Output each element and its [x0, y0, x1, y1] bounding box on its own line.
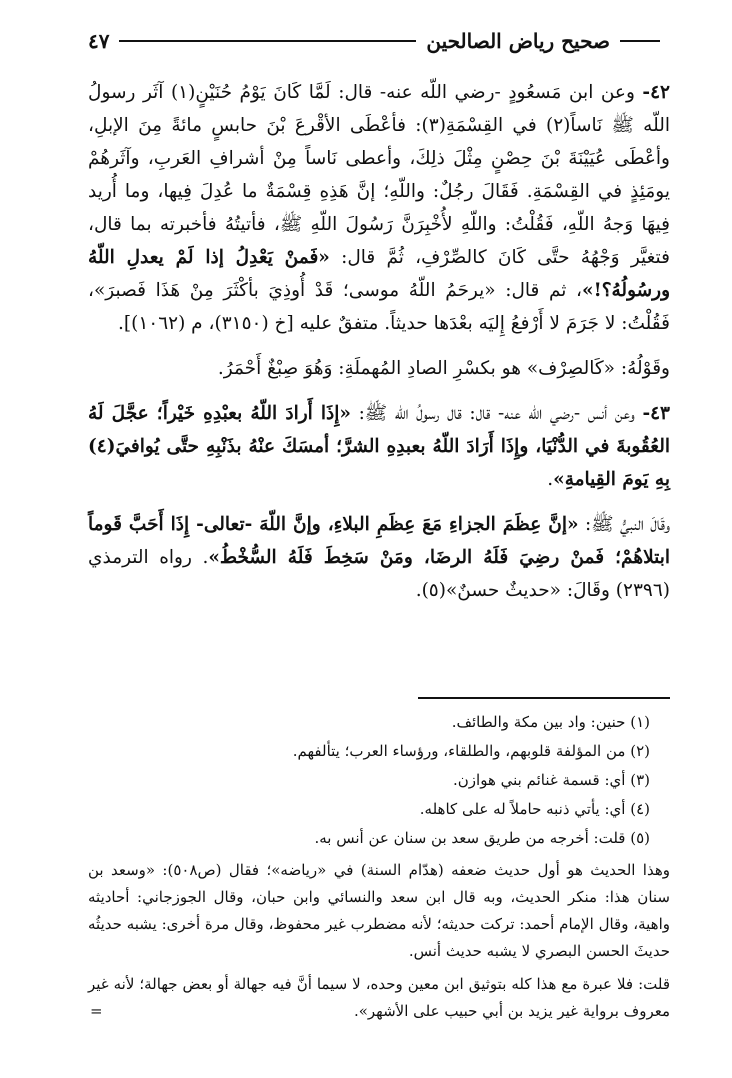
hadith-number: ٤٢- [642, 82, 670, 103]
hadith-quote: «إنَّ عِظَمَ الجزاءِ مَعَ عِظَمِ البلاءِ، وإنَّ اللّهَ -تعالى- إِذَا أَحَبَّ قَوماً ابتلاهُمْ؛ فَمنْ رضِيَ فَلَهُ الرضَا، ومَنْ سَخِطَ فَلَهُ السُّخْطُ» [88, 514, 670, 568]
footnote-1: (١) حنين: واد بين مكة والطائف. [451, 713, 650, 731]
footnotes [88, 708, 670, 1025]
book-title: صحيح رياض الصالحين [426, 29, 610, 53]
footnote-separator [418, 697, 670, 699]
hadith-43-addition [88, 508, 670, 607]
hadith-text: وقَالَ النبيُّ ﷺ: [584, 514, 671, 535]
footnote-conclusion: قلت: فلا عبرة مع هذا كله بتوثيق ابن معين وحده، لا سيما أنَّ فيه جهالة أو بعض جهالة؛ لأنه غير معروف برواية غير يزيد بن أبي حبيب على الأشهر». [88, 975, 670, 1020]
hadith-text-continued: . رواه الترمذي (٢٣٩٦) وقَالَ: «حديثٌ حسنٌ»(٥). [88, 547, 670, 601]
hadith-42 [88, 76, 670, 340]
hadith-quote: «إِذَا أَرادَ اللّهُ بعبْدِهِ خَيْراً؛ عجَّلَ لَهُ العُقُوبةَ في الدُّنْيَا، وإِذَا أَرَادَ اللّهُ بعبدِهِ الشرَّ؛ أمسَكَ عنْهُ بذَنْبِهِ حتَّى يُوافيَ(٤) بِهِ يَومَ القِيامةِ» [88, 403, 670, 490]
explanation-text: وقَوْلُهُ: «كَالصِرْف» هو بكسْرِ الصادِ المُهملَةِ: وَهُوَ صِبْغٌ أَحْمَرُ. [217, 358, 670, 379]
running-header [88, 28, 670, 54]
page-number: ٤٧ [88, 29, 110, 53]
hadith-number: ٤٣- [642, 403, 670, 424]
hadith-text-continued: . [547, 469, 554, 490]
header-rule-middle [119, 40, 416, 42]
explanation-paragraph [88, 352, 670, 385]
footnote-3: (٣) أي: قسمة غنائم بني هوازن. [453, 771, 650, 789]
footnote-commentary: وهذا الحديث هو أول حديث ضعفه (هدّام السنة) في «رياضه»؛ فقال (ص٥٠٨): «وسعد بن سنان هذا: منكر الحديث، وبه قال ابن سعد والنسائي وابن حبان، وقال الجوزجاني: أحاديثه واهية، وقال الإمام أحمد: تركت حديثه؛ لأنه مضطرب غير محفوظ، وقال مرة أخرى: يشبه حديثُه حديثَ الحسن البصري لا يشبه حديث أنس. [88, 861, 670, 960]
hadith-text: وعن ابن مَسعُودٍ -رضي اللّه عنه- قال: لَمَّا كَانَ يَوْمُ حُنَيْنٍ(١) آثَر رسولُ اللّه ﷺ نَاساً(٢) في القِسْمَةِ(٣): فأعْطَى الأقْرعَ بْنَ حابسٍ مائةً مِنَ الإبلِ، وأعْطَى عُيَيْنَةَ بْنَ حِصْنٍ مِثْلَ ذلِكَ، وأعطى نَاساً مِنْ أشرافِ العَربِ، وآثَرهُمْ يومَئِذٍ في القِسْمَةِ. فَقَالَ رجُلٌ: واللّهِ؛ إنَّ هَذِهِ قِسْمَةٌ ما عُدِلَ فِيها، وما أُريد فِيهَا وَجهُ اللّهِ، فَقُلْتُ: واللّهِ لأُخْبِرَنَّ رَسُولَ اللّهِ ﷺ، فأتيتُهُ فأخبرته بما قال، فتغيَّر وَجْهُهُ حتَّى كَانَ كالصِّرْفِ، ثُمَّ قال: [88, 82, 671, 268]
footnote-2: (٢) من المؤلفة قلوبهم، والطلقاء، ورؤساء العرب؛ يتألفهم. [292, 742, 650, 760]
main-text [88, 76, 670, 619]
header-rule-right [620, 40, 660, 42]
hadith-43 [88, 397, 670, 496]
continuation-mark: = [90, 1002, 103, 1020]
footnote-5: (٥) قلت: أخرجه من طريق سعد بن سنان عن أنس به. [314, 829, 650, 847]
hadith-text-continued: ، ثم قال: «يرحَمُ اللّهُ موسى؛ قَدْ أُوذِيَ بأكْثَرَ مِنْ هَذَا فَصبرَ»، فَقُلْتُ: لا جَرَمَ لا أَرْفعُ إِليَه بعْدَها حديثاً. متفقٌ عليه [خ (٣١٥٠)، م (١٠٦٢)]. [88, 280, 670, 334]
hadith-quote: «فَمنْ يَعْدِلُ إذا لَمْ يعدلِ اللّهُ ورسُولُهُ؟!» [88, 247, 670, 301]
footnote-4: (٤) أي: يأتي ذنبه حاملاً له على كاهله. [419, 800, 650, 818]
hadith-text: وعن أنس -رضي اللّه عنه- قال: قال رسولُ اللّه ﷺ: [358, 403, 635, 424]
